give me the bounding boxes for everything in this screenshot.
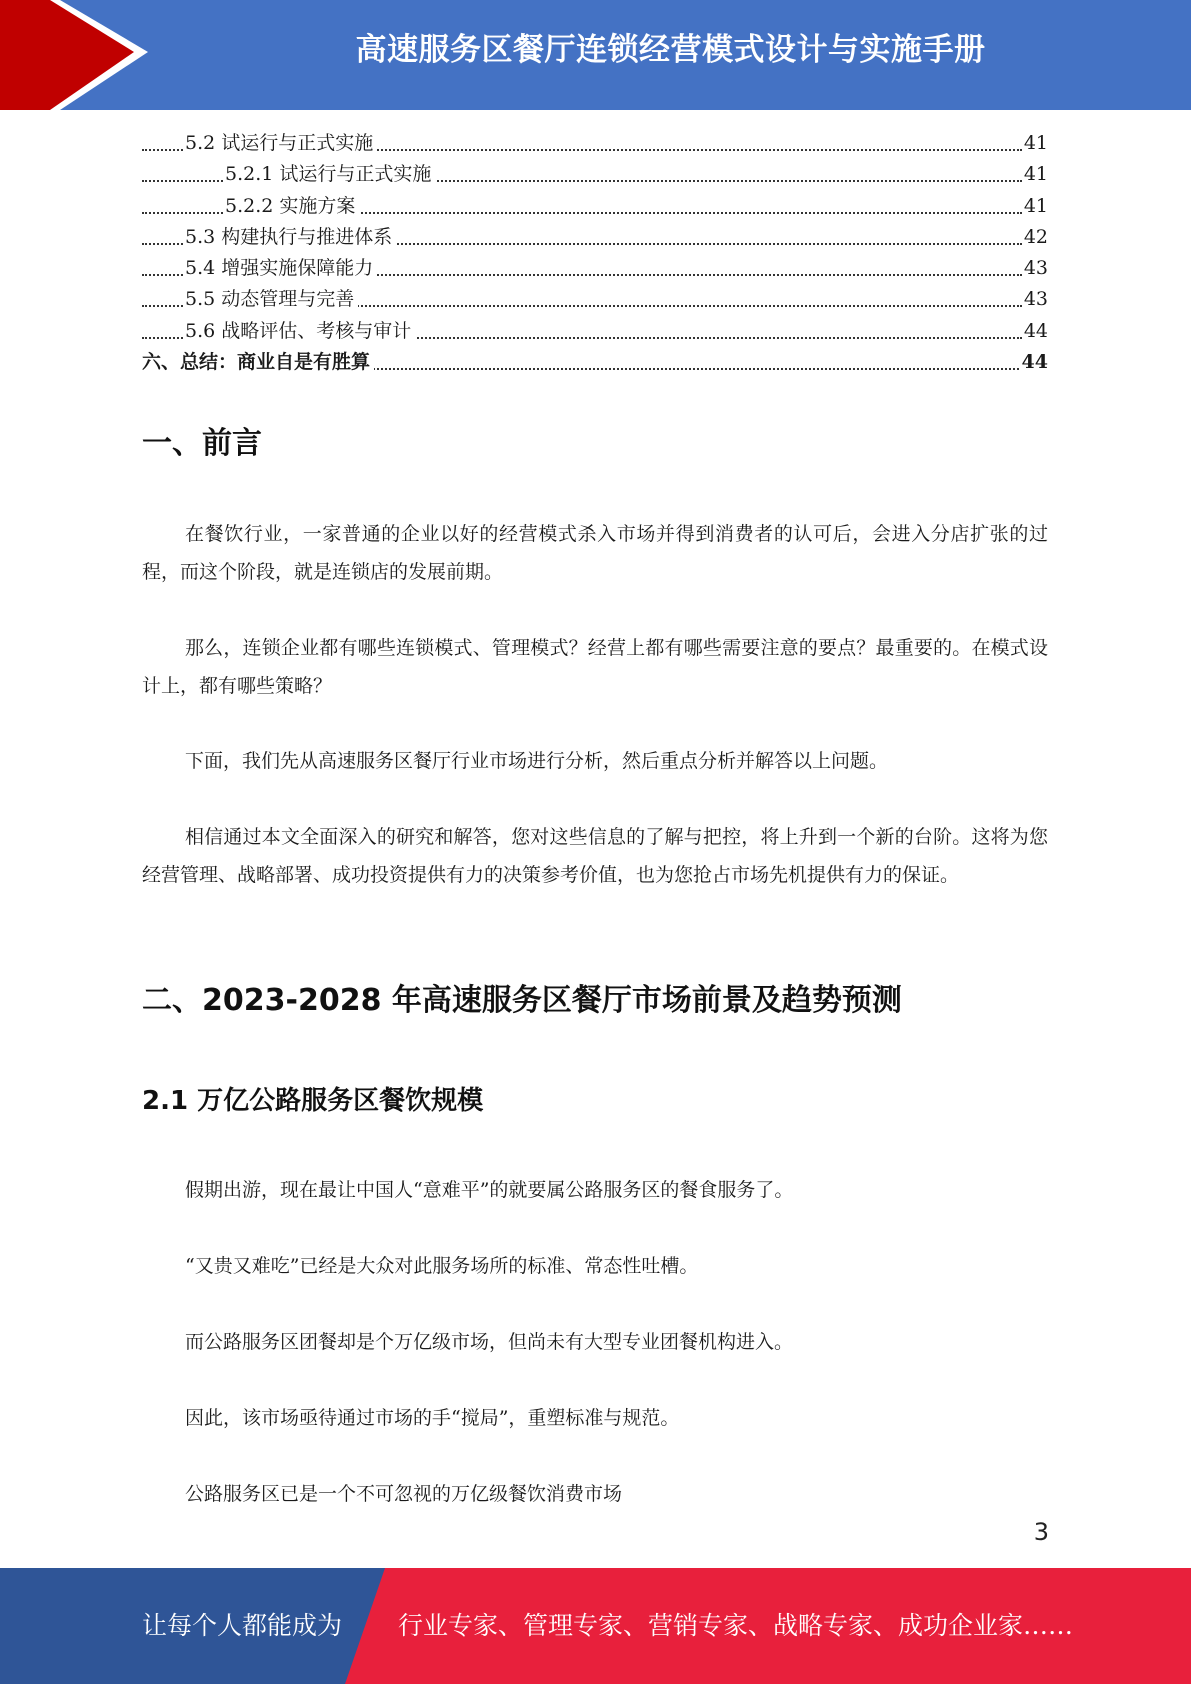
toc-entry[interactable] (142, 316, 1048, 347)
toc-entry-label: 六、总结：商业自是有胜算 (142, 347, 374, 378)
header-arrow-decoration (0, 0, 160, 110)
body-paragraph: “又贵又难吃”已经是大众对此服务场所的标准、常态性吐槽。 (185, 1255, 699, 1277)
footer-slogan-left: 让每个人都能成为 (142, 1611, 343, 1640)
toc-entry-page: 41 (1022, 159, 1048, 190)
body-paragraph: 在餐饮行业，一家普通的企业以好的经营模式杀入市场并得到消费者的认可后，会进入分店扩张的过程，而这个阶段，就是连锁店的发展前期。 (142, 523, 1048, 583)
toc-entry-label: 5.2.1 试运行与正式实施 (225, 159, 435, 190)
body-paragraph: 下面，我们先从高速服务区餐厅行业市场进行分析，然后重点分析并解答以上问题。 (185, 750, 889, 772)
toc-entry[interactable] (142, 222, 1048, 253)
body-paragraph: 因此，该市场亟待通过市场的手“搅局”，重塑标准与规范。 (185, 1407, 680, 1429)
toc-entry-page: 42 (1022, 222, 1048, 253)
toc-entry[interactable] (142, 284, 1048, 315)
toc-entry-page: 41 (1022, 191, 1048, 222)
toc-entry[interactable] (142, 253, 1048, 284)
toc-entry-label: 5.4 增强实施保障能力 (185, 253, 377, 284)
toc-entry[interactable] (142, 347, 1048, 378)
body-paragraph: 相信通过本文全面深入的研究和解答，您对这些信息的了解与把控，将上升到一个新的台阶。这将为您经营管理、战略部署、成功投资提供有力的决策参考价值，也为您抢占市场先机提供有力的保证。 (142, 826, 1048, 886)
document-title: 高速服务区餐厅连锁经营模式设计与实施手册 (355, 32, 986, 68)
body-paragraph: 而公路服务区团餐却是个万亿级市场，但尚未有大型专业团餐机构进入。 (185, 1331, 794, 1353)
toc-entry-label: 5.3 构建执行与推进体系 (185, 222, 396, 253)
body-paragraph: 那么，连锁企业都有哪些连锁模式、管理模式？经营上都有哪些需要注意的要点？最重要的。在模式设计上，都有哪些策略？ (142, 637, 1048, 697)
toc-entry[interactable] (142, 159, 1048, 190)
toc-entry[interactable] (142, 128, 1048, 159)
toc-entry-label: 5.6 战略评估、考核与审计 (185, 316, 415, 347)
footer-slogan-right: 行业专家、管理专家、营销专家、战略专家、成功企业家…… (398, 1611, 1074, 1640)
page-footer (0, 1568, 1191, 1684)
toc-entry-page: 43 (1022, 284, 1048, 315)
toc-entry-page: 43 (1022, 253, 1048, 284)
toc-entry-label: 5.2.2 实施方案 (225, 191, 359, 222)
toc-entry-label: 5.2 试运行与正式实施 (185, 128, 377, 159)
body-paragraph: 假期出游，现在最让中国人“意难平”的就要属公路服务区的餐食服务了。 (185, 1179, 794, 1201)
toc-entry-label: 5.5 动态管理与完善 (185, 284, 358, 315)
table-of-contents (142, 128, 1048, 378)
toc-entry-page: 41 (1022, 128, 1048, 159)
toc-entry-page: 44 (1020, 347, 1048, 378)
subsection-heading: 2.1 万亿公路服务区餐饮规模 (142, 1086, 484, 1116)
toc-entry-page: 44 (1022, 316, 1048, 347)
page-header (0, 0, 1191, 110)
section-heading-preface: 一、前言 (142, 426, 262, 461)
page-number: 3 (1033, 1518, 1049, 1546)
body-paragraph: 公路服务区已是一个不可忽视的万亿级餐饮消费市场 (185, 1483, 623, 1505)
toc-entry[interactable] (142, 191, 1048, 222)
section-heading-market-outlook: 二、2023-2028 年高速服务区餐厅市场前景及趋势预测 (142, 983, 902, 1018)
